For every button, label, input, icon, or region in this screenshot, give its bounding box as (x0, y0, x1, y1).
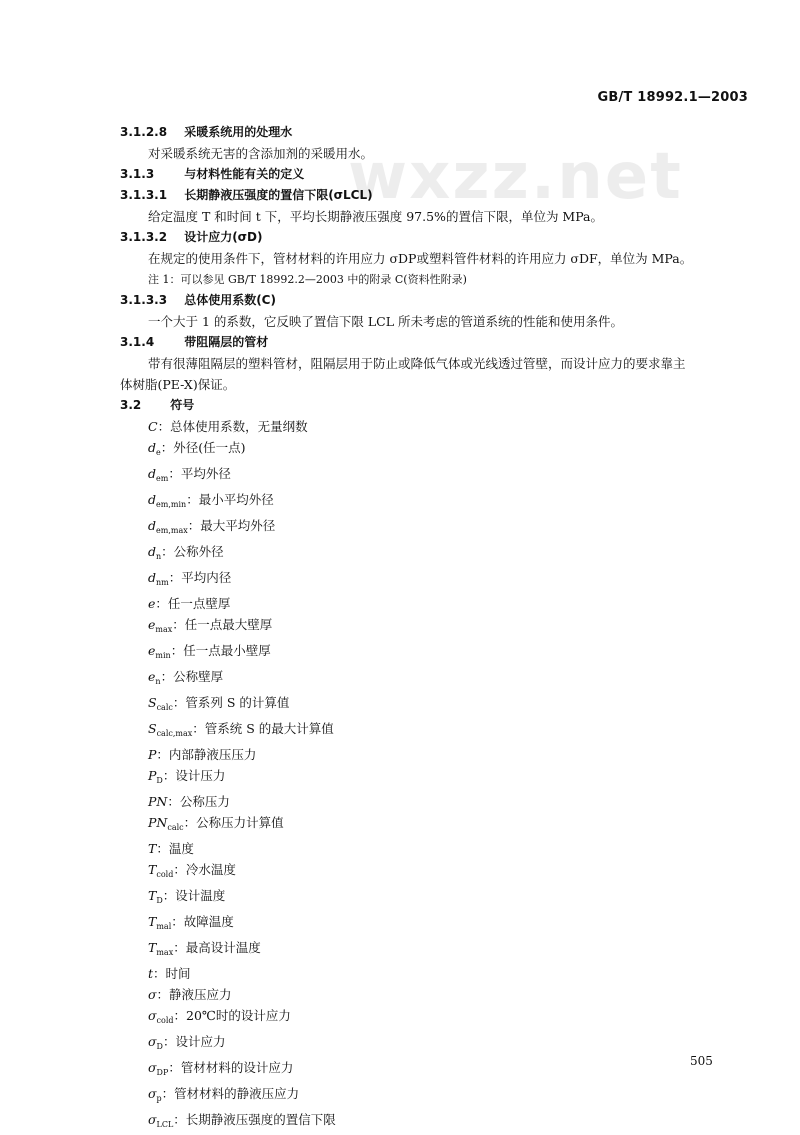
section-heading (120, 185, 760, 206)
symbol: d (148, 440, 157, 455)
note: 注 1：可以参见 GB/T 18992.2—2003 中的附录 C(资料性附录) (148, 273, 467, 286)
paragraph: 带有很薄阻隔层的塑料管材，阻隔层用于防止或降低气体或光线透过管壁，而设计应力的要求靠主 (148, 356, 686, 371)
standard-header: GB/T 18992.1—2003 (597, 90, 748, 105)
symbol-subscript: mal (156, 922, 172, 931)
symbol-entry (148, 937, 760, 963)
symbol-description: ：任一点最大壁厚 (172, 617, 273, 632)
paragraph: 一个大于 1 的系数，它反映了置信下限 LCL 所未考虑的管道系统的性能和使用条件。 (148, 314, 624, 329)
watermark: wxzz.net (348, 140, 683, 214)
symbol-description: ：公称压力计算值 (183, 815, 284, 830)
symbol: T (148, 888, 157, 903)
symbol-entry (148, 791, 760, 812)
symbol-entry (148, 640, 760, 666)
symbol-subscript: cold (156, 1016, 174, 1025)
symbol: d (148, 518, 157, 533)
content (120, 122, 760, 1135)
symbol: d (148, 466, 157, 481)
symbol-description: ：设计压力 (162, 768, 226, 783)
symbol: σ (148, 1008, 157, 1023)
symbol-entry (148, 838, 760, 859)
symbol-entry (148, 744, 760, 765)
section-title: 与材料性能有关的定义 (184, 167, 305, 181)
symbol-description: ：最小平均外径 (186, 492, 274, 507)
symbol: σ (148, 1112, 157, 1127)
section-title: 带阻隔层的管材 (184, 335, 269, 349)
symbol: σ (148, 987, 157, 1002)
symbol: e (148, 596, 156, 611)
symbol-description: ：总体使用系数，无量纲数 (157, 419, 308, 434)
section-title: 符号 (170, 398, 195, 412)
symbol-subscript: nm (156, 578, 169, 587)
section-number: 3.1.3.1 (120, 188, 168, 202)
section-number: 3.1.3.3 (120, 293, 168, 307)
symbol: T (148, 862, 157, 877)
symbol: C (148, 419, 158, 434)
symbol-subscript: min (155, 651, 171, 660)
symbol-description: ：管系列 S 的计算值 (172, 695, 290, 710)
symbol-entry (148, 463, 760, 489)
symbol: e (148, 617, 156, 632)
section-number: 3.2 (120, 398, 142, 412)
symbol: T (148, 841, 157, 856)
symbol-entry (148, 614, 760, 640)
symbol-entry (148, 1005, 760, 1031)
symbol: e (148, 643, 156, 658)
symbol-subscript: DP (156, 1068, 169, 1077)
symbol-subscript: LCL (156, 1120, 174, 1129)
section-number: 3.1.4 (120, 335, 155, 349)
symbol-description: ：冷水温度 (173, 862, 236, 877)
symbol-description: ：外径(任一点) (160, 440, 246, 455)
section-title: 设计应力(σD) (184, 230, 263, 244)
symbol-description: ：最高设计温度 (173, 940, 261, 955)
section-heading (120, 164, 760, 185)
section-title: 采暖系统用的处理水 (184, 125, 293, 139)
symbol-subscript: max (156, 948, 174, 957)
symbol-entry (148, 1031, 760, 1057)
symbol-description: ：任一点最小壁厚 (170, 643, 271, 658)
symbol: S (148, 721, 157, 736)
symbol-entry (148, 812, 760, 838)
symbol: σ (148, 1060, 157, 1075)
symbol-description: ：平均内径 (168, 570, 232, 585)
section-number: 3.1.3.2 (120, 230, 168, 244)
symbol-subscript: em,max (156, 526, 188, 535)
symbol-description: ：故障温度 (171, 914, 234, 929)
symbol-entry (148, 885, 760, 911)
symbol-description: ：公称外径 (161, 544, 224, 559)
symbol-entry (148, 593, 760, 614)
symbol-description: ：管材材料的静液压应力 (161, 1086, 300, 1101)
section-heading (120, 227, 760, 248)
symbol-subscript: D (156, 1042, 163, 1051)
symbol-entry (148, 692, 760, 718)
symbol-subscript: D (156, 776, 163, 785)
symbol-subscript: calc (167, 823, 184, 832)
symbol-description: ：设计温度 (162, 888, 226, 903)
symbol: S (148, 695, 157, 710)
paragraph: 在规定的使用条件下，管材材料的许用应力 σDP或塑料管件材料的许用应力 σDF，单位为 MPa。 (148, 251, 693, 266)
symbol-subscript: em,min (156, 500, 187, 509)
symbol: P (148, 768, 157, 783)
paragraph-continuation: 体树脂(PE-X)保证。 (120, 377, 236, 392)
symbol: σ (148, 1034, 157, 1049)
symbol-entry (148, 718, 760, 744)
section-title: 长期静液压强度的置信下限(σLCL) (184, 188, 373, 202)
symbol: d (148, 544, 157, 559)
symbol-entry (148, 1109, 760, 1135)
symbol-description: ：长期静液压强度的置信下限 (173, 1112, 336, 1127)
symbol-description: ：公称压力 (167, 794, 230, 809)
symbol-list (120, 416, 760, 1135)
section-title: 总体使用系数(C) (184, 293, 276, 307)
symbol-entry (148, 541, 760, 567)
symbol-entry (148, 515, 760, 541)
symbol-entry (148, 984, 760, 1005)
symbol: PN (148, 815, 168, 830)
symbol: T (148, 940, 157, 955)
symbol-entry (148, 963, 760, 984)
symbol: t (148, 966, 154, 981)
symbol-entry (148, 859, 760, 885)
symbol-subscript: em (156, 474, 169, 483)
symbol-description: ：最大平均外径 (187, 518, 276, 533)
symbol-subscript: n (155, 677, 161, 686)
symbol-subscript: D (156, 896, 163, 905)
symbol-description: ：内部静液压压力 (156, 747, 257, 762)
symbol-description: ：平均外径 (168, 466, 231, 481)
symbol: σ (148, 1086, 157, 1101)
symbol-entry (148, 437, 760, 463)
symbol-subscript: cold (156, 870, 174, 879)
symbol-entry (148, 416, 760, 437)
section-heading (120, 122, 760, 143)
section-number: 3.1.3 (120, 167, 155, 181)
symbol-subscript: p (156, 1094, 162, 1103)
symbol: T (148, 914, 157, 929)
symbol-description: ：温度 (156, 841, 194, 856)
symbol-entry (148, 489, 760, 515)
symbol-entry (148, 1083, 760, 1109)
symbol: PN (148, 794, 168, 809)
symbol-entry (148, 567, 760, 593)
symbol-subscript: max (155, 625, 173, 634)
symbol-entry (148, 911, 760, 937)
symbol-description: ：公称壁厚 (160, 669, 224, 684)
symbol: d (148, 492, 157, 507)
section-heading (120, 395, 760, 416)
symbol-description: ：时间 (153, 966, 191, 981)
page-number: 505 (690, 1054, 713, 1068)
symbol-description: ：设计应力 (162, 1034, 226, 1049)
symbol-subscript: calc,max (156, 729, 193, 738)
symbol-description: ：管材材料的设计应力 (168, 1060, 294, 1075)
symbol-subscript: e (156, 448, 161, 457)
symbol-subscript: calc (156, 703, 173, 712)
paragraph: 给定温度 T 和时间 t 下，平均长期静液压强度 97.5%的置信下限，单位为 MPa。 (148, 209, 604, 224)
symbol-description: ：管系统 S 的最大计算值 (192, 721, 334, 736)
symbol-description: ：20℃时的设计应力 (173, 1008, 291, 1023)
symbol: P (148, 747, 157, 762)
symbol: e (148, 669, 156, 684)
symbol-description: ：静液压应力 (156, 987, 232, 1002)
symbol-entry (148, 765, 760, 791)
symbol-description: ：任一点壁厚 (155, 596, 231, 611)
symbol-entry (148, 666, 760, 692)
symbol-entry (148, 1057, 760, 1083)
section-heading (120, 332, 760, 353)
section-heading (120, 290, 760, 311)
section-number: 3.1.2.8 (120, 125, 168, 139)
symbol-subscript: n (156, 552, 162, 561)
symbol: d (148, 570, 157, 585)
paragraph: 对采暖系统无害的含添加剂的采暖用水。 (148, 146, 374, 161)
